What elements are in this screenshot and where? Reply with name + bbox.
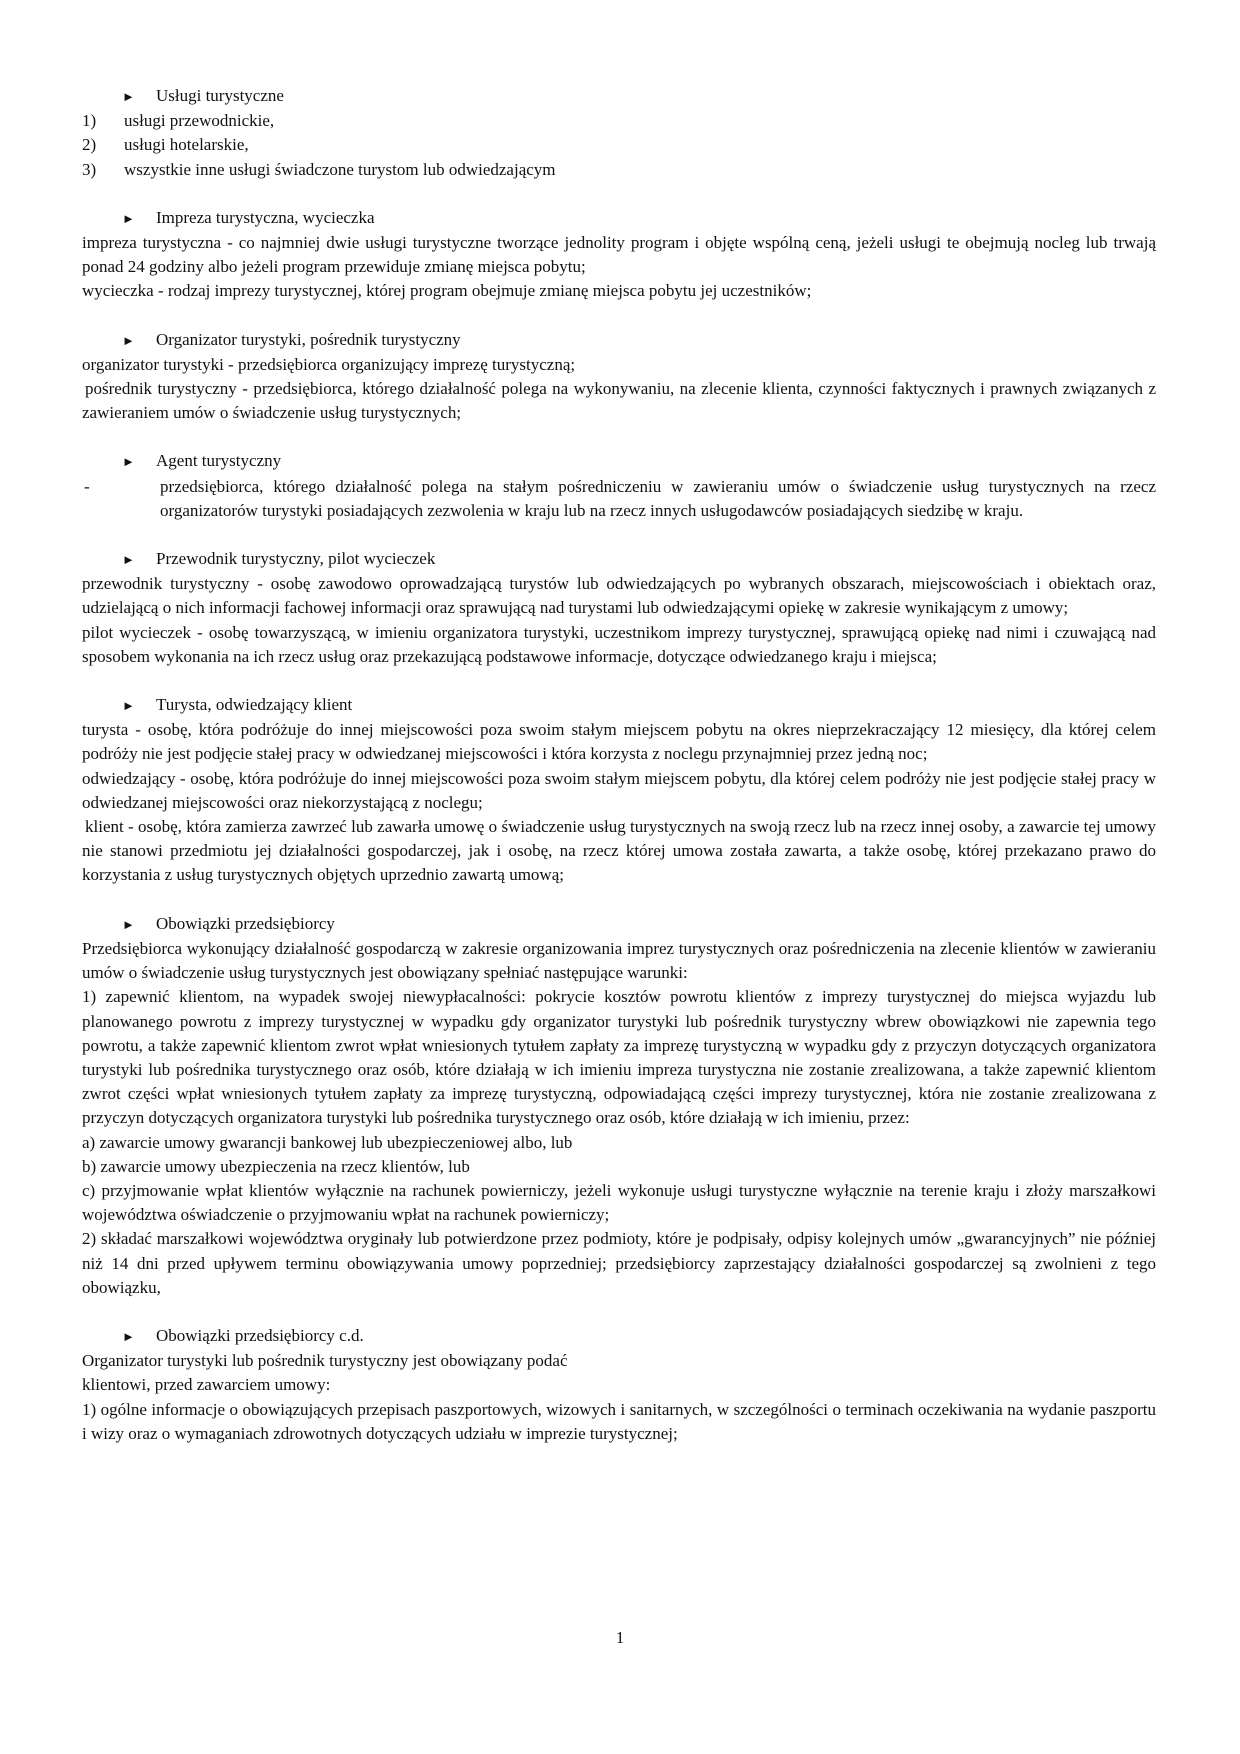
list-item-text: wszystkie inne usługi świadczone turystom lub odwiedzającym [124, 159, 556, 179]
triangle-bullet-icon: ► [122, 552, 135, 568]
paragraph: Organizator turystyki lub pośrednik turystyczny jest obowiązany podać [82, 1351, 568, 1371]
triangle-bullet-icon: ► [122, 1328, 135, 1344]
paragraph: 1) zapewnić klientom, na wypadek swojej niewypłacalności: pokrycie kosztów powrotu klientów z imprezy turystycznej do miejsca wyjazdu lub planowanego powrotu z imprezy turystycznej w wypadku gdy organizator turystyki lub pośrednik turystyczny wbrew obowiązkowi nie zapewnia tego powrotu, a także zapewnić klientom zwrot wpłat wniesionych tytułem zapłaty za imprezę turystyczną w wypadku gdy z przyczyn dotyczących organizatora turystyki lub pośrednika turystycznego oraz osób, które działają w ich imieniu impreza turystyczna nie zostanie zrealizowana, a także zapewnić klientom zwrot części wpłat wniesionych tytułem zapłaty za imprezę turystyczną, odpowiadającą części imprezy turystycznej, która nie zostanie zrealizowana z przyczyn dotyczących organizatora turystyki lub pośrednika turystycznego oraz osób, które działają w ich imieniu, przez: [82, 987, 1156, 1128]
heading-text: Turysta, odwiedzający klient [156, 695, 353, 715]
paragraph: c) przyjmowanie wpłat klientów wyłącznie na rachunek powierniczy, jeżeli wykonuje usługi turystyczne wyłącznie na terenie kraju i złoży marszałkowi województwa oświadczenie o przyjmowaniu wpłat na rachunek powierniczy; [82, 1180, 1156, 1225]
list-marker: 3) [82, 159, 97, 179]
list-item-text: usługi przewodnickie, [124, 111, 275, 131]
section-heading [82, 547, 1156, 572]
triangle-bullet-icon: ► [122, 332, 135, 348]
paragraph: klient - osobę, która zamierza zawrzeć lub zawarła umowę o świadczenie usług turystycznych na swoją rzecz lub na rzecz innej osoby, a zawarcie tej umowy nie stanowi przedmiotu jej działalności gospodarczej, jak i osobę, na rzecz której umowa została zawarta, a także osobę, której przekazano prawo do korzystania z usług turystycznych objętych uprzednio zawartą umową; [82, 817, 1156, 885]
section-heading [82, 912, 1156, 937]
paragraph: pośrednik turystyczny - przedsiębiorca, którego działalność polega na wykonywaniu, na zlecenie klienta, czynności faktycznych i prawnych związanych z zawieraniem umów o świadczenie usług turystycznych; [82, 379, 1156, 423]
paragraph: Przedsiębiorca wykonujący działalność gospodarczą w zakresie organizowania imprez turystycznych oraz pośredniczenia na zlecenie klientów w zawieraniu umów o świadczenie usług turystycznych jest obowiązany spełniać następujące warunki: [82, 938, 1156, 983]
heading-text: Organizator turystyki, pośrednik turystyczny [156, 329, 461, 349]
triangle-bullet-icon: ► [122, 454, 135, 470]
list-item [82, 133, 1156, 157]
paragraph: organizator turystyki - przedsiębiorca organizujący imprezę turystyczną; [82, 354, 576, 374]
paragraph: odwiedzający - osobę, która podróżuje do innej miejscowości poza swoim stałym miejscem pobytu, dla której celem podróży nie jest podjęcie stałej pracy w odwiedzanej miejscowości oraz niekorzystającą z noclegu; [82, 768, 1156, 812]
triangle-bullet-icon: ► [122, 210, 135, 226]
triangle-bullet-icon: ► [122, 916, 135, 932]
heading-text: Usługi turystyczne [156, 86, 284, 105]
section-heading [82, 206, 1156, 231]
heading-text: Przewodnik turystyczny, pilot wycieczek [156, 549, 436, 569]
paragraph: klientowi, przed zawarciem umowy: [82, 1375, 331, 1395]
paragraph: 1) ogólne informacje o obowiązujących przepisach paszportowych, wizowych i sanitarnych, w szczególności o terminach oczekiwania na wydanie paszportu i wizy oraz o wymaganiach zdrowotnych dotyczących udziału w imprezie turystycznej; [82, 1399, 1156, 1443]
section-heading [82, 1324, 1156, 1349]
heading-text: Impreza turystyczna, wycieczka [156, 207, 375, 227]
list-item [82, 109, 1156, 133]
dash-list-item [82, 475, 1156, 523]
paragraph: wycieczka - rodzaj imprezy turystycznej, której program obejmuje zmianę miejsca pobytu jej uczestników; [82, 281, 812, 301]
list-marker: 1) [82, 111, 97, 131]
section-heading [82, 328, 1156, 353]
list-item-text: usługi hotelarskie, [124, 135, 249, 155]
dash-item-text: przedsiębiorca, którego działalność polega na stałym pośredniczeniu w zawieraniu umów o świadczenie usług turystycznych na rzecz organizatorów turystyki posiadających zezwolenia w kraju lub na rzecz innych usługodawców posiadających siedzibę w kraju. [160, 476, 1156, 520]
section-heading [82, 693, 1156, 718]
section-heading [82, 84, 1156, 109]
paragraph: impreza turystyczna - co najmniej dwie usługi turystyczne tworzące jednolity program i objęte wspólną ceną, jeżeli usługi te obejmują nocleg lub trwają ponad 24 godziny albo jeżeli program przewiduje zmianę miejsca pobytu; [82, 233, 1156, 277]
document-page [82, 84, 1156, 1446]
list-marker: 2) [82, 135, 97, 155]
page-number: 1 [615, 1628, 625, 1647]
paragraph: b) zawarcie umowy ubezpieczenia na rzecz klientów, lub [82, 1156, 470, 1176]
triangle-bullet-icon: ► [122, 89, 135, 104]
paragraph: 2) składać marszałkowi województwa oryginały lub potwierdzone przez podmioty, które je podpisały, odpisy kolejnych umów „gwarancyjnych” nie później niż 14 dni przed upływem terminu obowiązywania umowy poprzedniej; przedsiębiorcy zaprzestający działalności gospodarczej są zwolnieni z tego obowiązku, [82, 1229, 1156, 1297]
paragraph: a) zawarcie umowy gwarancji bankowej lub ubezpieczeniowej albo, lub [82, 1132, 573, 1152]
paragraph: przewodnik turystyczny - osobę zawodowo oprowadzającą turystów lub odwiedzających po wybranych obszarach, miejscowościach i obiektach oraz, udzielającą o nich informacji fachowej informacji oraz sprawującą nad turystami lub odwiedzającymi opiekę w zakresie wynikającym z umowy; [82, 574, 1156, 618]
heading-text: Agent turystyczny [156, 451, 282, 471]
dash-marker: - [84, 476, 90, 496]
paragraph: turysta - osobę, która podróżuje do innej miejscowości poza swoim stałym miejscem pobytu na okres nieprzekraczający 12 miesięcy, dla której celem podróży nie jest podjęcie stałej pracy w odwiedzanej miejscowości i która korzysta z noclegu przynajmniej przez jedną noc; [82, 720, 1156, 764]
section-heading [82, 449, 1156, 474]
triangle-bullet-icon: ► [122, 698, 135, 714]
heading-text: Obowiązki przedsiębiorcy c.d. [156, 1325, 364, 1345]
paragraph: pilot wycieczek - osobę towarzyszącą, w imieniu organizatora turystyki, uczestnikom imprezy turystycznej, sprawującą opiekę nad nimi i czuwającą nad sposobem wykonania na ich rzecz usług oraz przekazującą podstawowe informacje, dotyczące odwiedzanego kraju i miejsca; [82, 622, 1156, 666]
heading-text: Obowiązki przedsiębiorcy [156, 913, 335, 933]
list-item [82, 158, 1156, 182]
